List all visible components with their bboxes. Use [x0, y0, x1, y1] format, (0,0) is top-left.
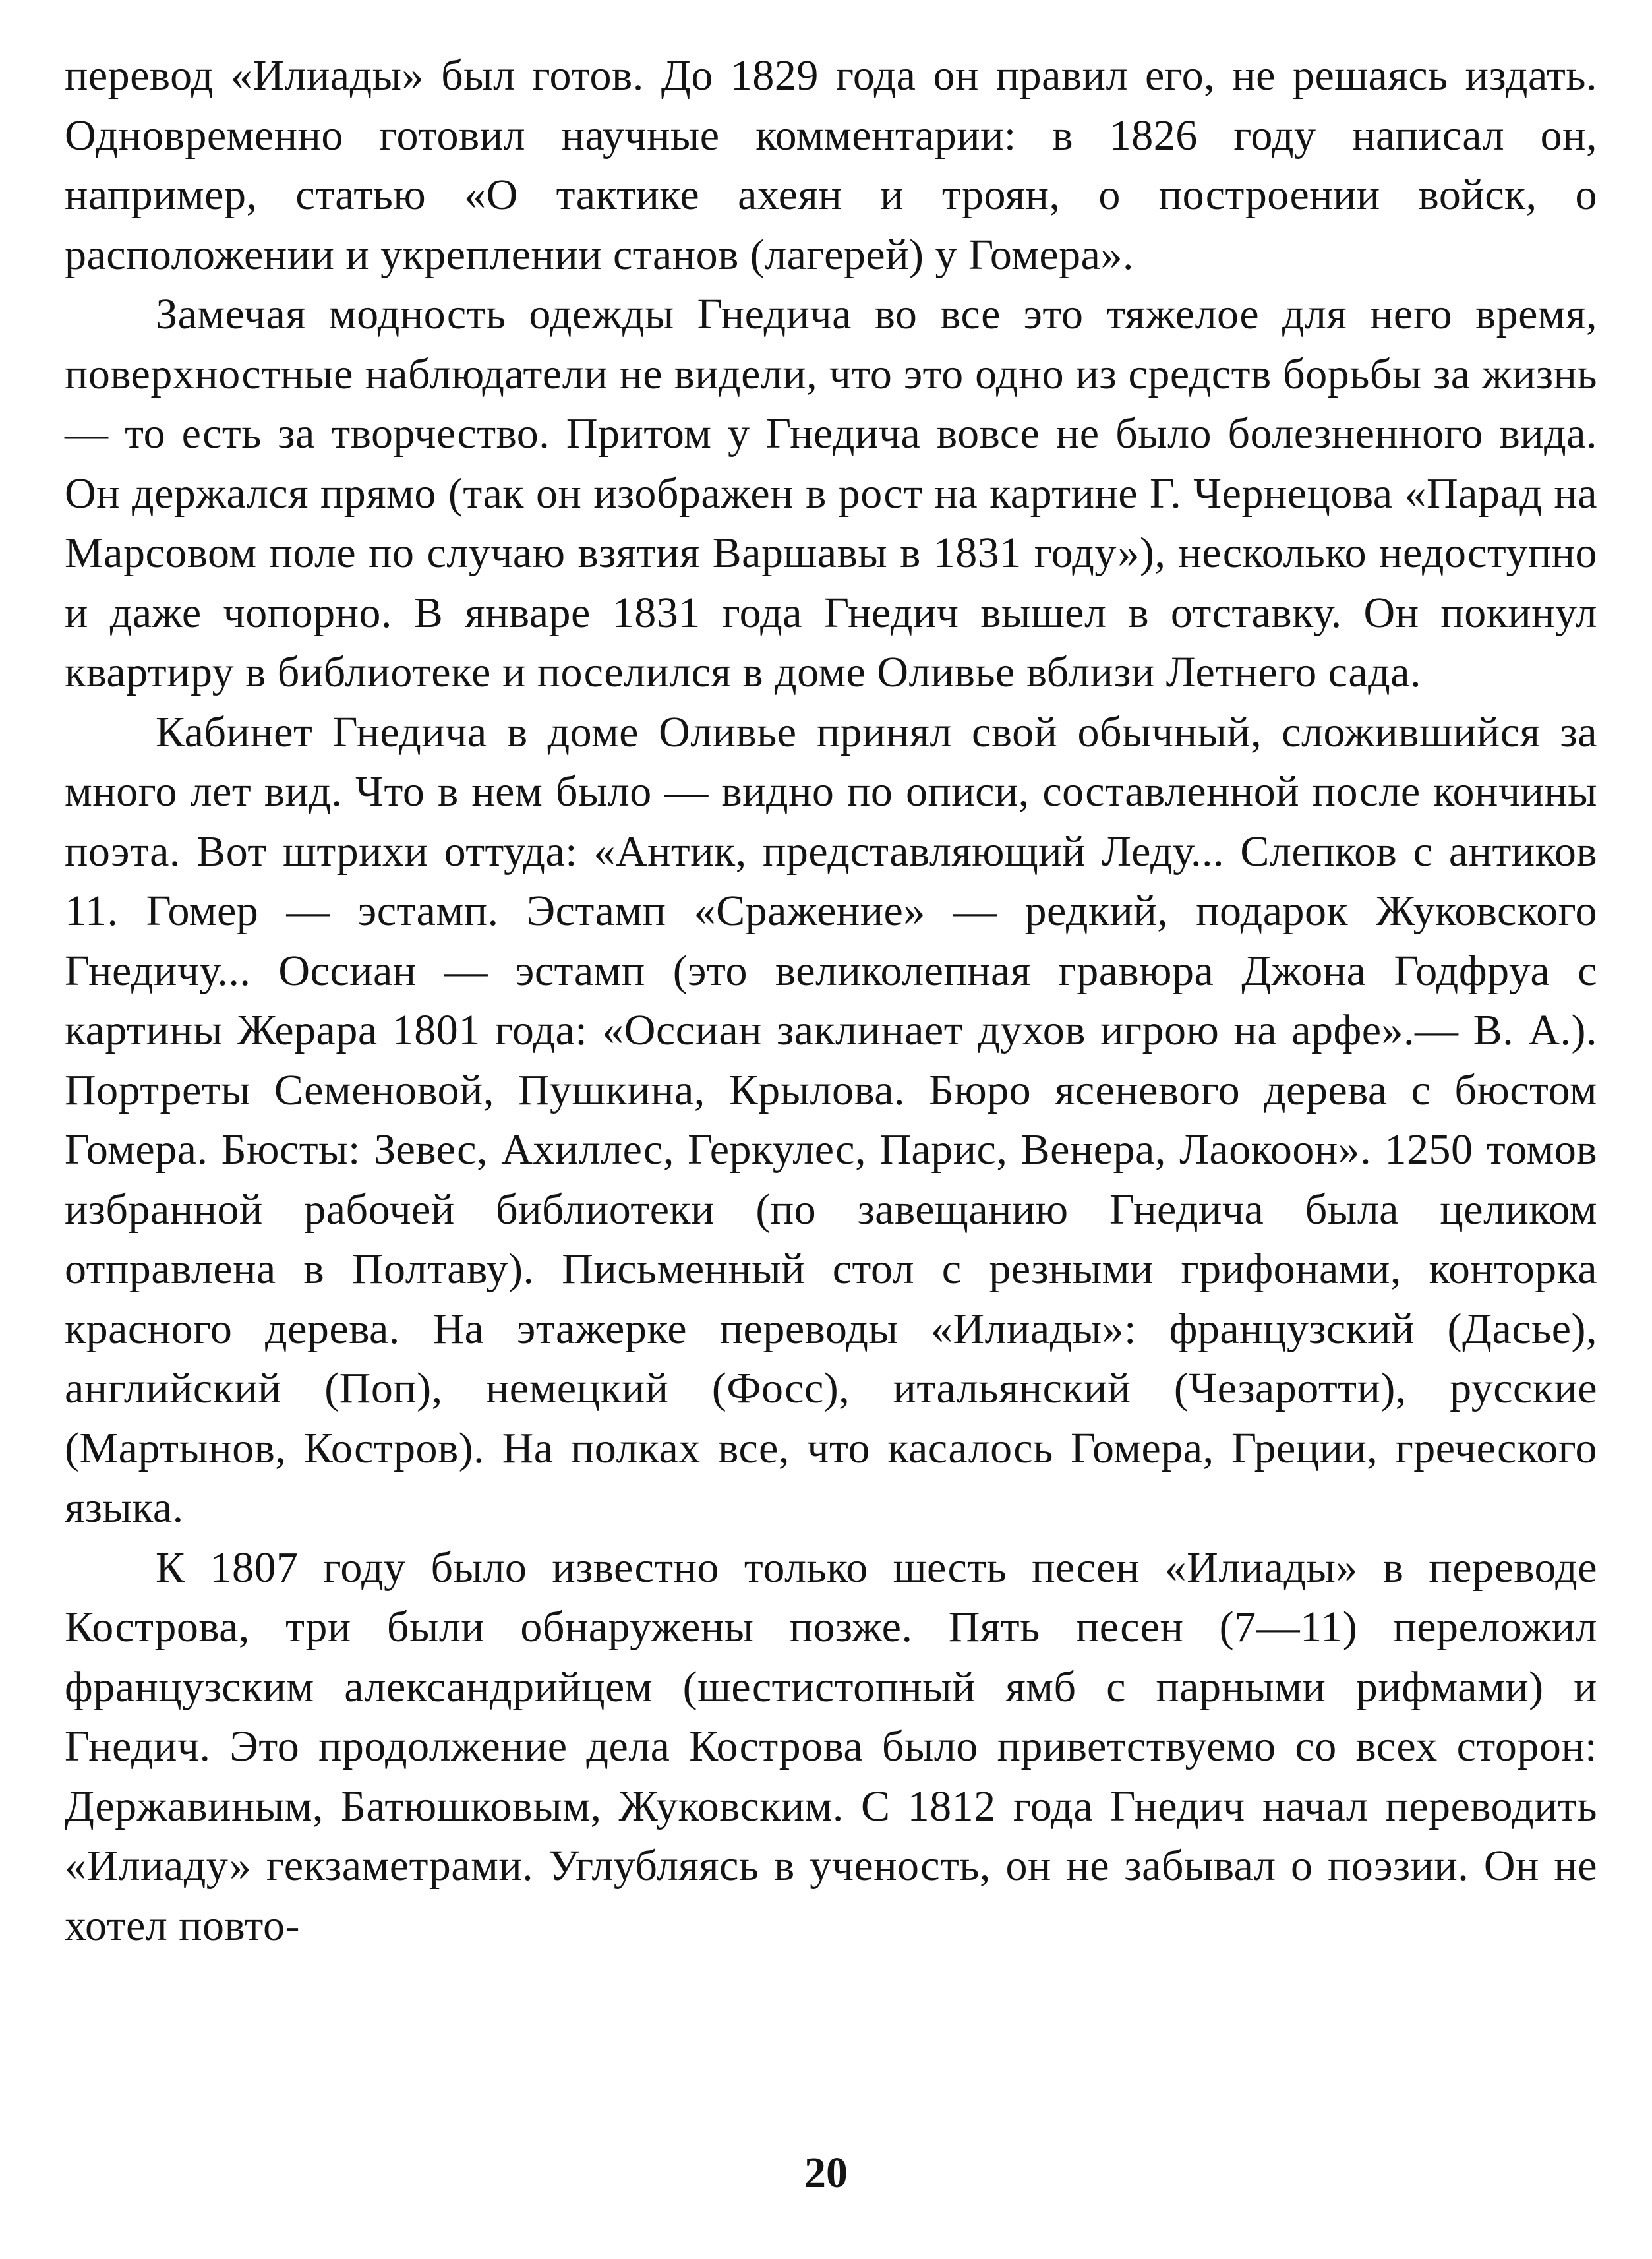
document-page: [65, 46, 1597, 2202]
paragraph-continuation: перевод «Илиады» был готов. До 1829 года он правил его, не решаясь издать. Одновременно готовил научные комментарии: в 1826 году написал он, например, статью «О тактике ахеян и троян, о построении войск, о расположении и укреплении станов (лагерей) у Гомера».: [65, 51, 1597, 279]
paragraph-gnedich-appearance: Замечая модность одежды Гнедича во все это тяжелое для него время, поверхностные наблюдатели не видели, что это одно из средств борьбы за жизнь — то есть за творчество. Притом у Гнедича вовсе не было болезненного вида. Он держался прямо (так он изображен в рост на картине Г. Чернецова «Парад на Марсовом поле по случаю взятия Варшавы в 1831 году»), несколько недоступно и даже чопорно. В январе 1831 года Гнедич вышел в отставку. Он покинул квартиру в библиотеке и поселился в доме Оливье вблизи Летнего сада.: [65, 290, 1597, 696]
paragraph-gnedich-study: Кабинет Гнедича в доме Оливье принял свой обычный, сложившийся за много лет вид. Что в нем было — видно по описи, составленной после кончины поэта. Вот штрихи оттуда: «Антик, представляющий Леду... Слепков с антиков 11. Гомер — эстамп. Эстамп «Сражение» — редкий, подарок Жуковского Гнедичу... Оссиан — эстамп (это великолепная гравюра Джона Годфруа с картины Жерара 1801 года: «Оссиан заклинает духов игрою на арфе».— В. А.). Портреты Семеновой, Пушкина, Крылова. Бюро ясеневого дерева с бюстом Гомера. Бюсты: Зевес, Ахиллес, Геркулес, Парис, Венера, Лаокоон». 1250 томов избранной рабочей библиотеки (по завещанию Гнедича была целиком отправлена в Полтаву). Письменный стол с резными грифонами, конторка красного дерева. На этажерке переводы «Илиады»: французский (Дасье), английский (Поп), немецкий (Фосс), итальянский (Чезаротти), русские (Мартынов, Костров). На полках все, что касалось Гомера, Греции, греческого языка.: [65, 708, 1597, 1532]
page-number: 20: [804, 2149, 848, 2197]
paragraph-iliad-translation: К 1807 году было известно только шесть песен «Илиады» в переводе Кострова, три были обнаружены позже. Пять песен (7—11) переложил французским александрийцем (шестистопный ямб с парными рифмами) и Гнедич. Это продолжение дела Кострова было приветствуемо со всех сторон: Державиным, Батюшковым, Жуковским. С 1812 года Гнедич начал переводить «Илиаду» гекзаметрами. Углубляясь в ученость, он не забывал о поэзии. Он не хотел повто-: [65, 1543, 1597, 1950]
